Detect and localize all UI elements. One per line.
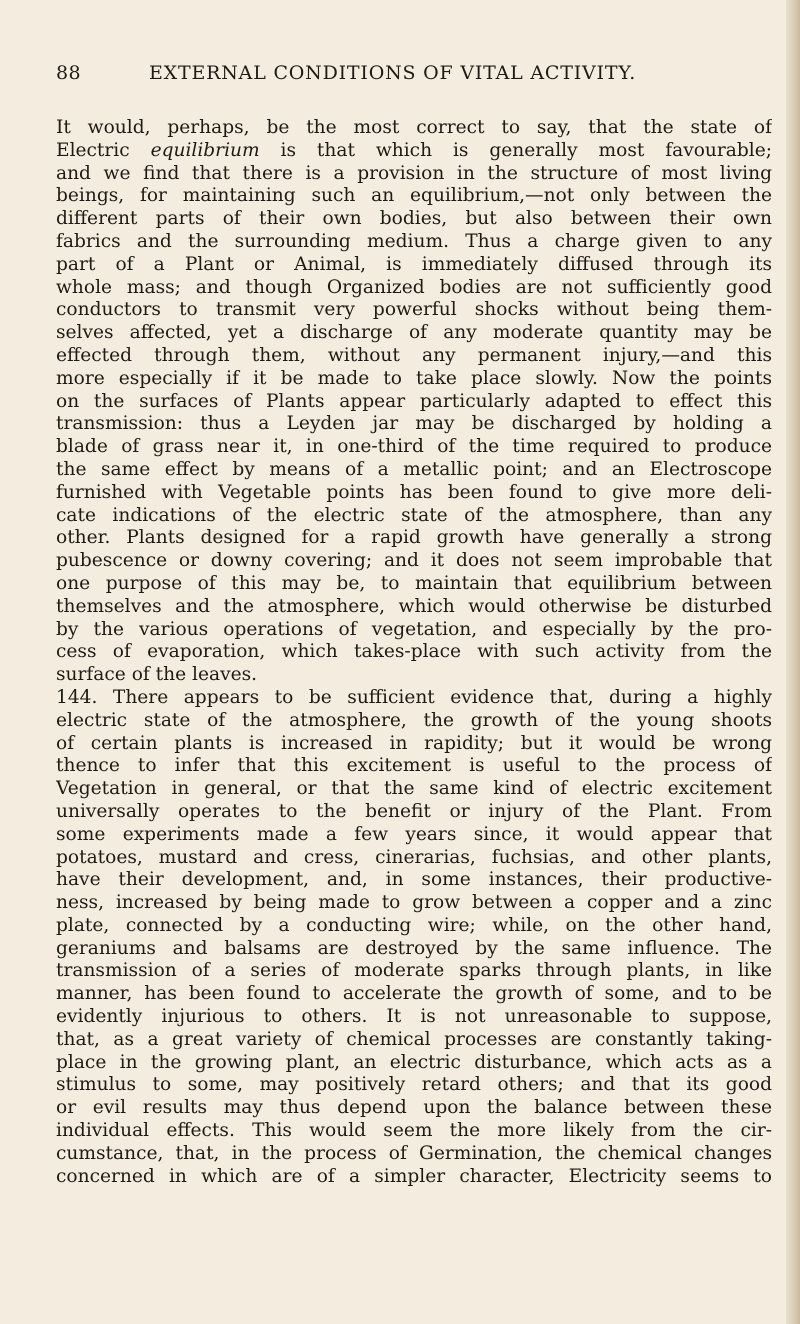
text-line: electric state of the atmosphere, the growth of the young shoots <box>56 709 772 731</box>
text-line: that, as a great variety of chemical processes are constantly taking- <box>56 1028 772 1050</box>
text-line: beings, for maintaining such an equilibrium,—not only between the <box>56 185 772 207</box>
text-line: fabrics and the surrounding medium. Thus a charge given to any <box>56 230 772 252</box>
text-line: have their development, and, in some instances, their productive- <box>56 869 772 891</box>
body-text <box>56 117 772 1188</box>
text-line: individual effects. This would seem the more likely from the cir- <box>56 1120 772 1142</box>
text-line: thence to infer that this excitement is useful to the process of <box>56 755 772 777</box>
text-line: themselves and the atmosphere, which would otherwise be disturbed <box>56 595 772 617</box>
text-line: universally operates to the benefit or injury of the Plant. From <box>56 800 772 822</box>
text-line: surface of the leaves. <box>56 664 258 686</box>
text-line: conductors to transmit very powerful shocks without being them- <box>56 299 772 321</box>
text-line: cumstance, that, in the process of Germination, the chemical changes <box>56 1142 772 1164</box>
text-line: furnished with Vegetable points has been found to give more deli- <box>56 481 772 503</box>
text-line: plate, connected by a conducting wire; while, on the other hand, <box>56 914 772 936</box>
page-edge <box>786 0 800 1324</box>
text-line: place in the growing plant, an electric disturbance, which acts as a <box>56 1051 772 1073</box>
text-line: one purpose of this may be, to maintain that equilibrium between <box>56 572 772 594</box>
text-line: different parts of their own bodies, but also between their own <box>56 208 772 230</box>
text-line: concerned in which are of a simpler character, Electricity seems to <box>56 1165 772 1187</box>
text-line: selves affected, yet a discharge of any moderate quantity may be <box>56 322 772 344</box>
text-line: It would, perhaps, be the most correct to say, that the state of <box>56 117 772 138</box>
text-line: part of a Plant or Animal, is immediately diffused through its <box>56 253 772 275</box>
text-line: evidently injurious to others. It is not unreasonable to suppose, <box>56 1006 772 1028</box>
running-header <box>56 62 756 86</box>
text-line: transmission of a series of moderate sparks through plants, in like <box>56 960 772 982</box>
text-line: or evil results may thus depend upon the balance between these <box>56 1097 772 1119</box>
text-line: 144. There appears to be sufficient evidence that, during a highly <box>56 686 772 708</box>
text-line: and we find that there is a provision in the structure of most living <box>56 162 772 184</box>
text-line: more especially if it be made to take place slowly. Now the points <box>56 367 772 389</box>
text-line: other. Plants designed for a rapid growth have generally a strong <box>56 527 772 549</box>
text-line: the same effect by means of a metallic point; and an Electroscope <box>56 458 772 480</box>
text-line: cate indications of the electric state of the atmosphere, than any <box>56 504 772 526</box>
text-line: transmission: thus a Leyden jar may be discharged by holding a <box>56 413 772 435</box>
text-line: of certain plants is increased in rapidity; but it would be wrong <box>56 732 772 754</box>
text-line: whole mass; and though Organized bodies are not sufficiently good <box>56 276 772 298</box>
text-line: manner, has been found to accelerate the growth of some, and to be <box>56 983 772 1005</box>
text-line: effected through them, without any permanent injury,—and this <box>56 344 772 366</box>
text-line: ness, increased by being made to grow between a copper and a zinc <box>56 892 772 914</box>
text-line: potatoes, mustard and cress, cinerarias, fuchsias, and other plants, <box>56 846 772 868</box>
text-line: stimulus to some, may positively retard others; and that its good <box>56 1074 772 1096</box>
text-line: some experiments made a few years since, it would appear that <box>56 823 772 845</box>
text-line: cess of evaporation, which takes-place with such activity from the <box>56 641 772 663</box>
text-line: Electric equilibrium is that which is generally most favourable; <box>56 139 772 161</box>
running-title: EXTERNAL CONDITIONS OF VITAL ACTIVITY. <box>149 62 637 84</box>
italic-term: equilibrium <box>150 139 260 161</box>
text-line: Vegetation in general, or that the same kind of electric excitement <box>56 778 772 800</box>
text-line: pubescence or downy covering; and it does not seem improbable that <box>56 550 772 572</box>
text-line: blade of grass near it, in one-third of the time required to produce <box>56 436 772 458</box>
page-number: 88 <box>56 62 81 84</box>
text-line: on the surfaces of Plants appear particularly adapted to effect this <box>56 390 772 412</box>
text-line: by the various operations of vegetation, and especially by the pro- <box>56 618 772 640</box>
text-line: geraniums and balsams are destroyed by the same influence. The <box>56 937 772 959</box>
